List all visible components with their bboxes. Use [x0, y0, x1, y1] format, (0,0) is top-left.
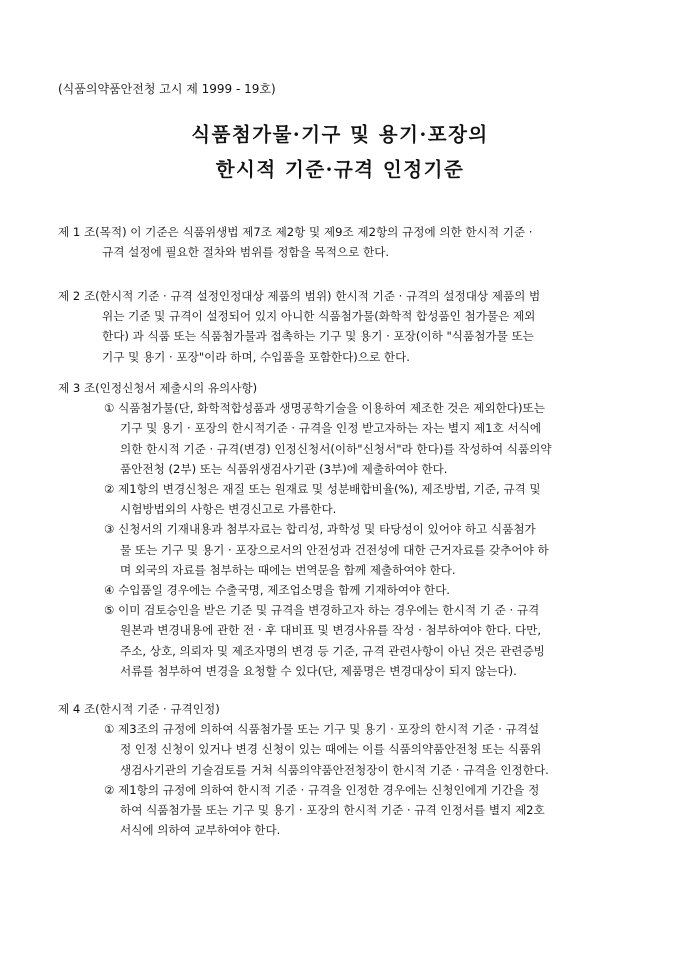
document-title-line-2: 한시적 기준·규격 인정기준: [215, 158, 465, 181]
item-line: 정 인정 신청이 있거나 변경 신청이 있는 때에는 이를 식품의약품안전청 또는 식품위: [120, 742, 542, 757]
item-line: ③ 신청서의 기재내용과 첨부자료는 합리성, 과학성 및 타당성이 있어야 하고 식품첨가: [104, 522, 536, 537]
item-line: 서식에 의하여 교부하여야 한다.: [120, 823, 281, 838]
item-line: ④ 수입품일 경우에는 수출국명, 제조업소명을 함께 기재하여야 한다.: [104, 583, 450, 598]
article-3-item-3: [58, 519, 628, 580]
article-4-heading: 제 4 조(한시적 기준 · 규격인정): [58, 702, 220, 716]
article-3-item-1: [58, 398, 628, 479]
item-line: ① 제3조의 규정에 의하여 식품첨가물 또는 기구 및 용기 · 포장의 한시적 기준 · 규격설: [104, 722, 540, 737]
item-line: 하여 식품첨가물 또는 기구 및 용기 · 포장의 한시적 기준 · 규격 인정서를 별지 제2호: [120, 803, 545, 818]
item-line: 의한 한시적 기준 · 규격(변경) 인정신청서(이하"신청서"라 한다)를 작성하여 식품의약: [120, 441, 552, 456]
item-line: 며 외국의 자료를 첨부하는 때에는 번역문을 함께 제출하여야 한다.: [120, 562, 456, 577]
article-3-heading: 제 3 조(인정신청서 제출시의 유의사항): [58, 381, 258, 395]
article-2-line: 제 2 조(한시적 기준 · 규격 설정인정대상 제품의 범위) 한시적 기준 · 규격의 설정대상 제품의 범: [58, 289, 541, 303]
article-3-item-2: [58, 479, 628, 519]
article-3-item-5: [58, 600, 628, 681]
notice-number: (식품의약품안전청 고시 제 1999 - 19호): [58, 82, 276, 96]
article-4-item-1: [58, 719, 628, 780]
item-line: 생검사기관의 기술검토를 거쳐 식품의약품안전청장이 한시적 기준 · 규격을 인정한다.: [120, 762, 549, 777]
article-3: [58, 378, 628, 681]
article-3-item-4: [58, 580, 628, 600]
item-line: ② 제1항의 규정에 의하여 한시적 기준 · 규격을 인정한 경우에는 신청인에게 기간을 정: [104, 782, 540, 797]
article-4-item-2: [58, 780, 628, 841]
document-title-line-1: 식품첨가물·기구 및 용기·포장의: [191, 123, 489, 146]
item-line: ⑤ 이미 검토승인을 받은 기준 및 규격을 변경하고자 하는 경우에는 한시적 기 준 · 규격: [104, 603, 540, 618]
item-line: 시험방법외의 사항은 변경신고로 가름한다.: [120, 502, 337, 517]
article-2-line: 한다) 과 식품 또는 식품첨가물과 접촉하는 기구 및 용기 · 포장(이하 "식품첨가물 또는: [102, 329, 534, 344]
item-line: 물 또는 기구 및 용기 · 포장으로서의 안전성과 건전성에 대한 근거자료를 갖추어야 하: [120, 542, 549, 557]
item-line: 주소, 상호, 의뢰자 및 제조자명의 변경 등 기준, 규격 관련사항이 아닌 것은 관련증빙: [120, 643, 545, 658]
article-1: [58, 222, 628, 262]
item-line: ② 제1항의 변경신청은 재질 또는 원재료 및 성분배합비율(%), 제조방법, 기준, 규격 및: [104, 482, 541, 497]
article-2-line: 위는 기준 및 규격이 설정되어 있지 아니한 식품첨가물(화학적 합성품인 첨가물은 제외: [102, 309, 536, 324]
item-line: 품안전청 (2부) 또는 식품위생검사기관 (3부)에 제출하여야 한다.: [120, 461, 448, 476]
article-2: [58, 286, 628, 367]
item-line: 기구 및 용기 · 포장의 한시적기준 · 규격을 인정 받고자하는 자는 별지 제1호 서식에: [120, 421, 542, 436]
item-line: 원본과 변경내용에 관한 전 · 후 대비표 및 변경사유를 작성 · 첨부하여야 한다. 다만,: [120, 623, 542, 638]
article-4: [58, 699, 628, 840]
article-1-line: 제 1 조(목적) 이 기준은 식품위생법 제7조 제2항 및 제9조 제2항의 규정에 의한 한시적 기준 ·: [58, 225, 533, 239]
article-1-line: 규격 설정에 필요한 절차와 범위를 정함을 목적으로 한다.: [102, 245, 390, 260]
article-2-line: 기구 및 용기 · 포장"이라 하며, 수입품을 포함한다)으로 한다.: [102, 349, 410, 364]
item-line: 서류를 첨부하여 변경을 요청할 수 있다(단, 제품명은 변경대상이 되지 않는다).: [120, 663, 517, 678]
item-line: ① 식품첨가물(단, 화학적합성품과 생명공학기술을 이용하여 제조한 것은 제외한다)또는: [104, 401, 545, 416]
